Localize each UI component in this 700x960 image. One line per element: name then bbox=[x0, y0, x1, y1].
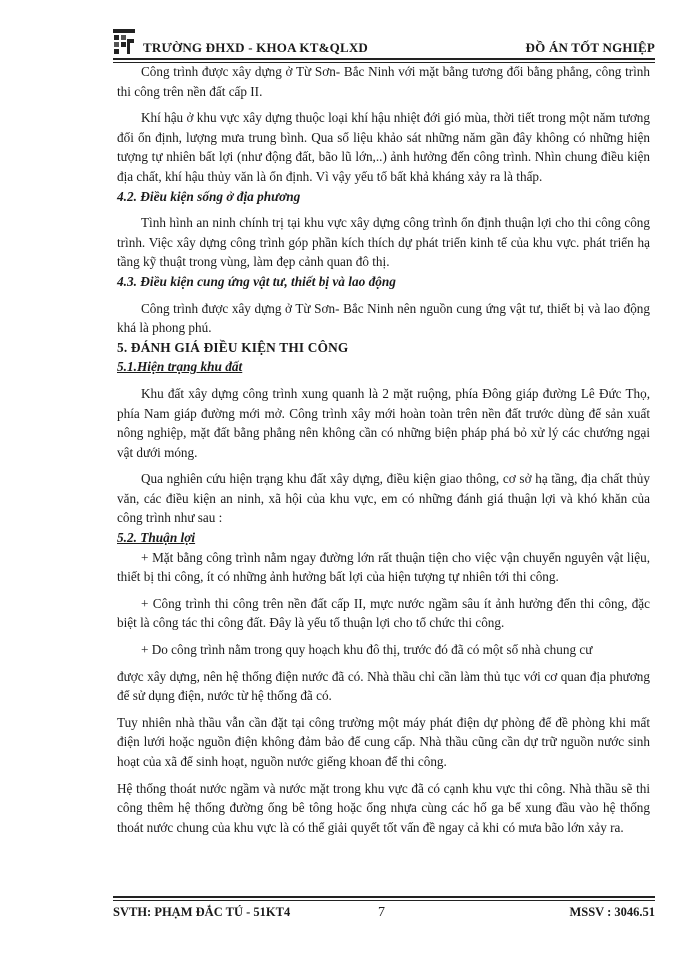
section-heading-5: 5. ĐÁNH GIÁ ĐIỀU KIỆN THI CÔNG bbox=[117, 339, 349, 355]
paragraph: Công trình được xây dựng ở Từ Sơn- Bắc Ninh nên nguồn cung ứng vật tư, thiết bị và lao động khá là phong phú. bbox=[117, 300, 650, 336]
footer-student: SVTH: PHẠM ĐẮC TÚ - 51KT4 bbox=[113, 905, 291, 919]
section-heading-4-3: 4.3. Điều kiện cung ứng vật tư, thiết bị và lao động bbox=[117, 273, 396, 289]
paragraph: Tuy nhiên nhà thầu vẫn cần đặt tại công trường một máy phát điện dự phòng để đề phòng khi mất điện lưới hoặc nguồn điện không đảm bảo để cung cấp. Nhà thầu cũng cần dự trữ nguồn nước sinh hoạt của xã để sinh hoạt, nguồn nước giếng khoan để thi công. bbox=[117, 714, 650, 769]
footer-student-id: MSSV : 3046.51 bbox=[569, 905, 655, 919]
footer-divider-thin bbox=[113, 900, 655, 901]
header-divider bbox=[113, 58, 655, 60]
paragraph: Qua nghiên cứu hiện trạng khu đất xây dựng, điều kiện giao thông, cơ sở hạ tầng, địa chất thủy văn, các điều kiện an ninh, xã hội của khu vực, em có những đánh giá thuận lợi và khó khăn của công trình như sau : bbox=[117, 471, 650, 526]
paragraph: Hệ thống thoát nước ngầm và nước mặt trong khu vực đã có cạnh khu vực thi công. Nhà thầu sẽ thi công thêm hệ thống đường ống bê tông hoặc ống nhựa cùng các hố ga bể xung đầu vào hệ thống thoát nước chung của khu vực là có thể giải quyết tốt vấn đề ngay cả khi có mưa bão lớn xảy ra. bbox=[117, 780, 650, 835]
page-number: 7 bbox=[378, 905, 385, 920]
bullet-item: + Do công trình nằm trong quy hoạch khu đô thị, trước đó đã có một số nhà chung cư bbox=[141, 642, 593, 658]
footer-divider bbox=[113, 896, 655, 898]
paragraph: Khu đất xây dựng công trình xung quanh là 2 mặt ruộng, phía Đông giáp đường Lê Đức Thọ, phía Nam giáp đường mới mở. Công trình xây mới hoàn toàn trên nền đất trước dùng để sản xuất nông nghiệp, mặt đất bằng phẳng nên không cần có những biện pháp phá bỏ xử lý các chướng ngại vật dưới móng. bbox=[117, 385, 650, 460]
page-content bbox=[117, 62, 650, 837]
bullet-item: + Công trình thi công trên nền đất cấp II, mực nước ngầm sâu ít ảnh hưởng đến thi công, đặc biệt là công tác thi công đất. Đây là yếu tố thuận lợi cho tổ chức thi công. bbox=[117, 595, 650, 631]
section-heading-5-1: 5.1.Hiện trạng khu đất bbox=[117, 359, 243, 375]
paragraph: Khí hậu ở khu vực xây dựng thuộc loại khí hậu nhiệt đới gió mùa, thời tiết trong một năm tương đối ổn định, lượng mưa trung bình. Qua số liệu khảo sát những năm gần đây không có những hiện tượng tự nhiên bất lợi (như động đất, bão lũ lớn,..) ảnh hưởng đến công trình. Nhìn chung điều kiện địa chất, khí hậu thủy văn là ổn định. Vì vậy yếu tố bất khả kháng xảy ra là thấp. bbox=[117, 110, 650, 184]
paragraph: Tình hình an ninh chính trị tại khu vực xây dựng công trình ổn định thuận lợi cho thi công công trình. Việc xây dựng công trình góp phần kích thích dự phát triển kinh tế của khu vực. phát triển hạ tầng kỹ thuật trong vùng, làm đẹp cảnh quan đô thị. bbox=[117, 215, 650, 270]
paragraph: được xây dựng, nên hệ thống điện nước đã có. Nhà thầu chỉ cần làm thủ tục với cơ quan địa phương để sử dụng điện, nước từ hệ thống đã có. bbox=[117, 668, 650, 704]
header-school: TRƯỜNG ĐHXD - KHOA KT&QLXD bbox=[143, 40, 369, 55]
bullet-item: + Mặt bằng công trình nằm ngay đường lớn rất thuận tiện cho việc vận chuyển nguyên vật liệu, thiết bị thi công, ít có những ảnh hưởng bất lợi của hiện tượng tự nhiên tới thi công. bbox=[117, 549, 650, 585]
university-logo-icon bbox=[113, 29, 135, 55]
page-header bbox=[113, 35, 655, 57]
section-heading-5-2: 5.2. Thuận lợi bbox=[117, 530, 196, 546]
section-heading-4-2: 4.2. Điều kiện sống ở địa phương bbox=[117, 188, 301, 204]
page-footer bbox=[113, 905, 655, 925]
paragraph: Công trình được xây dựng ở Từ Sơn- Bắc Ninh với mặt bằng tương đối bằng phẳng, công trình thi công trên nền đất cấp II. bbox=[117, 64, 650, 99]
header-title: ĐỒ ÁN TỐT NGHIỆP bbox=[525, 40, 655, 55]
